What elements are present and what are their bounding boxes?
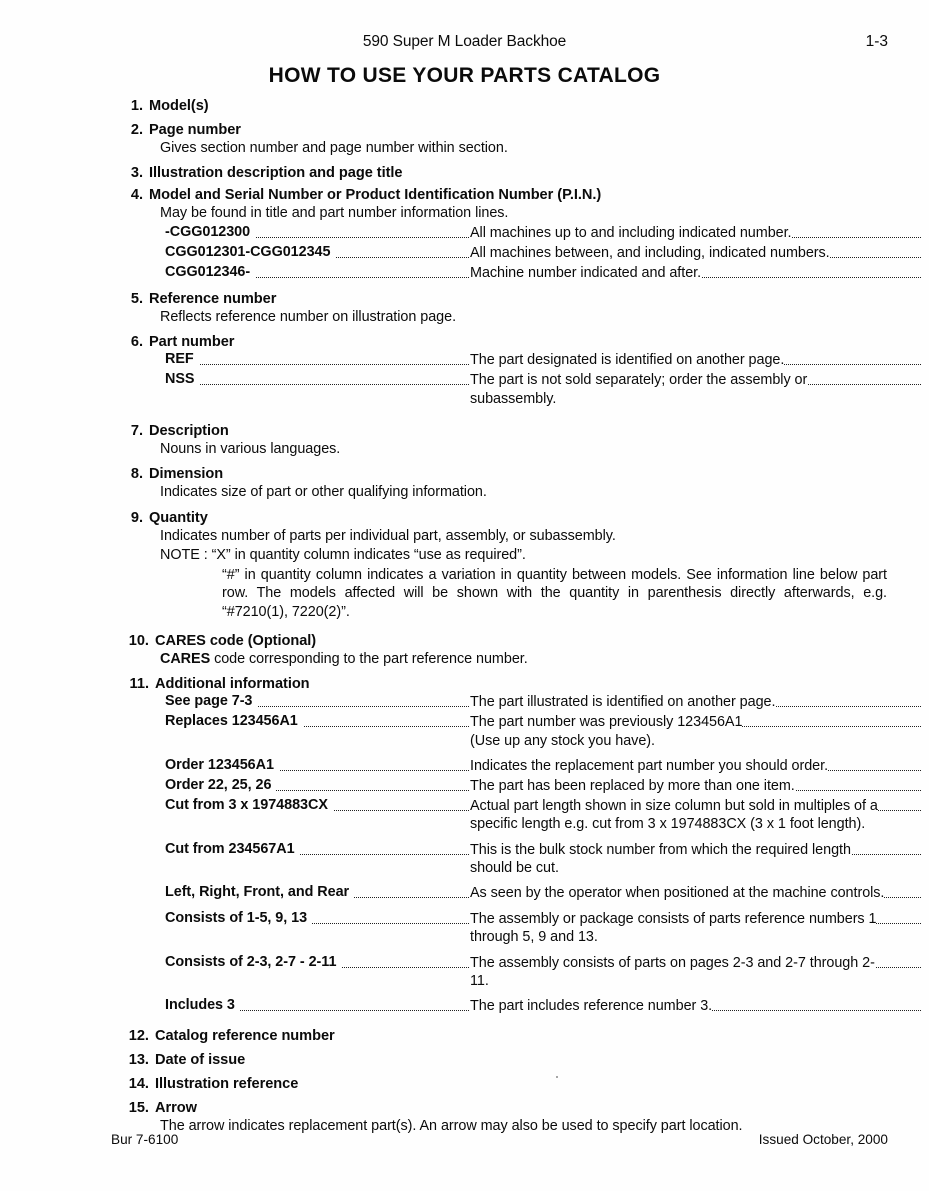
item-number: 1. [130, 98, 143, 114]
list-item [0, 1028, 929, 1044]
definition-description-text: The part has been replaced by more than one item. [470, 777, 795, 794]
definition-description [470, 264, 929, 282]
definition-description [470, 693, 929, 711]
item-number: 11. [129, 676, 149, 693]
list-item [0, 98, 929, 114]
item-label: Illustration reference [155, 1076, 299, 1093]
item-number: 14. [128, 1076, 149, 1093]
definition-description [470, 997, 929, 1015]
list-item [0, 1052, 929, 1068]
definition-term: REF [165, 351, 199, 367]
definition-description-text: The assembly or package consists of parts reference numbers 1 through 5, 9 and 13. [470, 911, 877, 946]
definition-row [0, 884, 929, 903]
item-description: Nouns in various languages. [160, 440, 341, 457]
definition-row [0, 693, 929, 712]
definition-description [470, 351, 929, 369]
item-number: 7. [130, 422, 143, 439]
definition-term: Order 22, 25, 26 [165, 777, 276, 793]
definition-description-text: The assembly consists of parts on pages 2-3 and 2-7 through 2-11. [470, 954, 875, 989]
item-number: 2. [130, 122, 143, 138]
definition-description [470, 841, 929, 878]
item-label: Date of issue [155, 1052, 246, 1069]
item-label: Illustration description and page title [149, 165, 403, 182]
definition-row [0, 224, 929, 243]
definition-row [0, 997, 929, 1016]
serial-number-definitions [0, 224, 929, 283]
definition-row [0, 351, 929, 370]
item-description: The arrow indicates replacement part(s). An arrow may also be used to specify part location. [160, 1118, 743, 1135]
definition-description-text: Machine number indicated and after. [470, 264, 702, 281]
definition-row [0, 757, 929, 776]
item-description: Indicates size of part or other qualifying information. [160, 484, 487, 501]
list-item [0, 165, 929, 181]
list-item [0, 334, 929, 350]
definition-term: See page 7-3 [165, 693, 257, 709]
definition-term: Order 123456A1 [165, 757, 279, 773]
item-label: CARES code (Optional) [155, 632, 317, 649]
definition-term: -CGG012300 [165, 224, 255, 240]
item-number: 8. [130, 466, 143, 483]
cares-keyword: CARES [160, 650, 211, 667]
document-body [0, 98, 929, 1136]
definition-description-text: All machines between, and including, indicated numbers. [470, 244, 830, 261]
item-number: 3. [130, 165, 143, 182]
definition-term: Includes 3 [165, 997, 240, 1013]
cares-rest: code corresponding to the part reference number. [210, 650, 528, 667]
quantity-line-1: Indicates number of parts per individual part, assembly, or subassembly. [160, 527, 616, 544]
list-item [0, 633, 929, 649]
definition-term: Cut from 3 x 1974883CX [165, 797, 333, 813]
item-number: 6. [130, 334, 143, 351]
list-item [0, 423, 929, 439]
definition-row [0, 910, 929, 947]
item-label: Page number [149, 122, 241, 138]
definition-description-text: The part number was previously 123456A1 [470, 714, 743, 731]
list-item [0, 1100, 929, 1116]
definition-term: CGG012346- [165, 264, 255, 280]
quantity-hash-note: “#” in quantity column indicates a variation in quantity between models. See information line below part row. The models affected will be shown with the quantity in parenthesis directly afterwards, e.g. “#7210(1), 7220(2)”. [222, 566, 887, 620]
definition-row [0, 777, 929, 796]
item-description: Gives section number and page number within section. [160, 140, 508, 156]
item-label: Dimension [149, 466, 224, 483]
item-label: Description [149, 422, 229, 439]
definition-row [0, 371, 929, 408]
definition-row [0, 841, 929, 878]
item-label: Model(s) [149, 98, 209, 114]
item-number: 9. [130, 509, 143, 526]
item-number: 15. [128, 1100, 149, 1117]
definition-term: NSS [165, 371, 199, 387]
definition-description [470, 884, 929, 902]
list-item [0, 676, 929, 692]
list-item [0, 122, 929, 138]
list-item [0, 291, 929, 307]
definition-description-text: Actual part length shown in size column but sold in multiples of a specific length e.g. cut from 3 x 1974883CX (3 x 1 foot length). [470, 797, 878, 833]
definition-description-text: All machines up to and including indicated number. [470, 224, 792, 241]
item-label: Catalog reference number [155, 1028, 335, 1045]
definition-term: CGG012301-CGG012345 [165, 244, 335, 260]
item-label: Model and Serial Number or Product Identification Number (P.I.N.) [149, 187, 602, 204]
item-number: 12. [128, 1028, 149, 1045]
definition-continuation: (Use up any stock you have). [470, 732, 655, 749]
definition-description [470, 224, 929, 242]
definition-description [470, 713, 929, 731]
header-page-number: 1-3 [865, 33, 888, 50]
list-item [0, 1076, 929, 1092]
definition-term: Left, Right, Front, and Rear [165, 884, 354, 900]
cares-description [160, 650, 929, 668]
list-item [0, 466, 929, 482]
footer-bulletin-number: Bur 7-6100 [111, 1132, 179, 1147]
definition-row [0, 244, 929, 263]
additional-information-definitions [0, 693, 929, 1016]
item-description: May be found in title and part number information lines. [160, 205, 509, 222]
definition-description-text: Indicates the replacement part number you should order. [470, 757, 829, 774]
definition-term: Consists of 2-3, 2-7 - 2-11 [165, 954, 341, 970]
item-label: Additional information [155, 676, 310, 693]
definition-description-text: As seen by the operator when positioned at the machine controls. [470, 885, 885, 902]
scan-artifact-speck [556, 1076, 558, 1078]
definition-description-text: The part illustrated is identified on another page. [470, 694, 776, 711]
definition-description-text: The part designated is identified on another page. [470, 352, 785, 369]
page-header [0, 33, 929, 55]
page-title: HOW TO USE YOUR PARTS CATALOG [268, 64, 661, 87]
definition-description [470, 777, 929, 795]
part-number-definitions [0, 351, 929, 408]
definition-continuation: subassembly. [470, 390, 557, 407]
running-title: 590 Super M Loader Backhoe [362, 33, 567, 50]
definition-description [470, 797, 929, 834]
item-label: Quantity [149, 509, 208, 526]
item-label: Arrow [155, 1100, 197, 1117]
definition-description [470, 954, 929, 991]
item-number: 13. [128, 1052, 149, 1069]
definition-description-text: The part includes reference number 3. [470, 998, 713, 1015]
item-description: Reflects reference number on illustration page. [160, 308, 457, 325]
definition-description [470, 244, 929, 262]
item-number: 4. [130, 187, 143, 204]
definition-row [0, 797, 929, 834]
item-number: 5. [130, 290, 143, 307]
list-item [0, 187, 929, 203]
definition-term: Cut from 234567A1 [165, 841, 300, 857]
definition-description [470, 757, 929, 775]
definition-term: Replaces 123456A1 [165, 713, 303, 729]
definition-row [0, 264, 929, 283]
definition-row [0, 713, 929, 750]
list-item [0, 510, 929, 526]
definition-description [470, 910, 929, 947]
quantity-note: NOTE : “X” in quantity column indicates “use as required”. [160, 547, 526, 564]
definition-term: Consists of 1-5, 9, 13 [165, 910, 312, 926]
definition-description [470, 371, 929, 389]
definition-row [0, 954, 929, 991]
item-label: Part number [149, 334, 235, 351]
item-number: 10. [128, 632, 149, 649]
definition-description-text: The part is not sold separately; order the assembly or [470, 372, 808, 389]
footer-issue-date: Issued October, 2000 [758, 1132, 888, 1147]
item-label: Reference number [149, 290, 277, 307]
definition-description-text: This is the bulk stock number from which the required length should be cut. [470, 841, 851, 876]
